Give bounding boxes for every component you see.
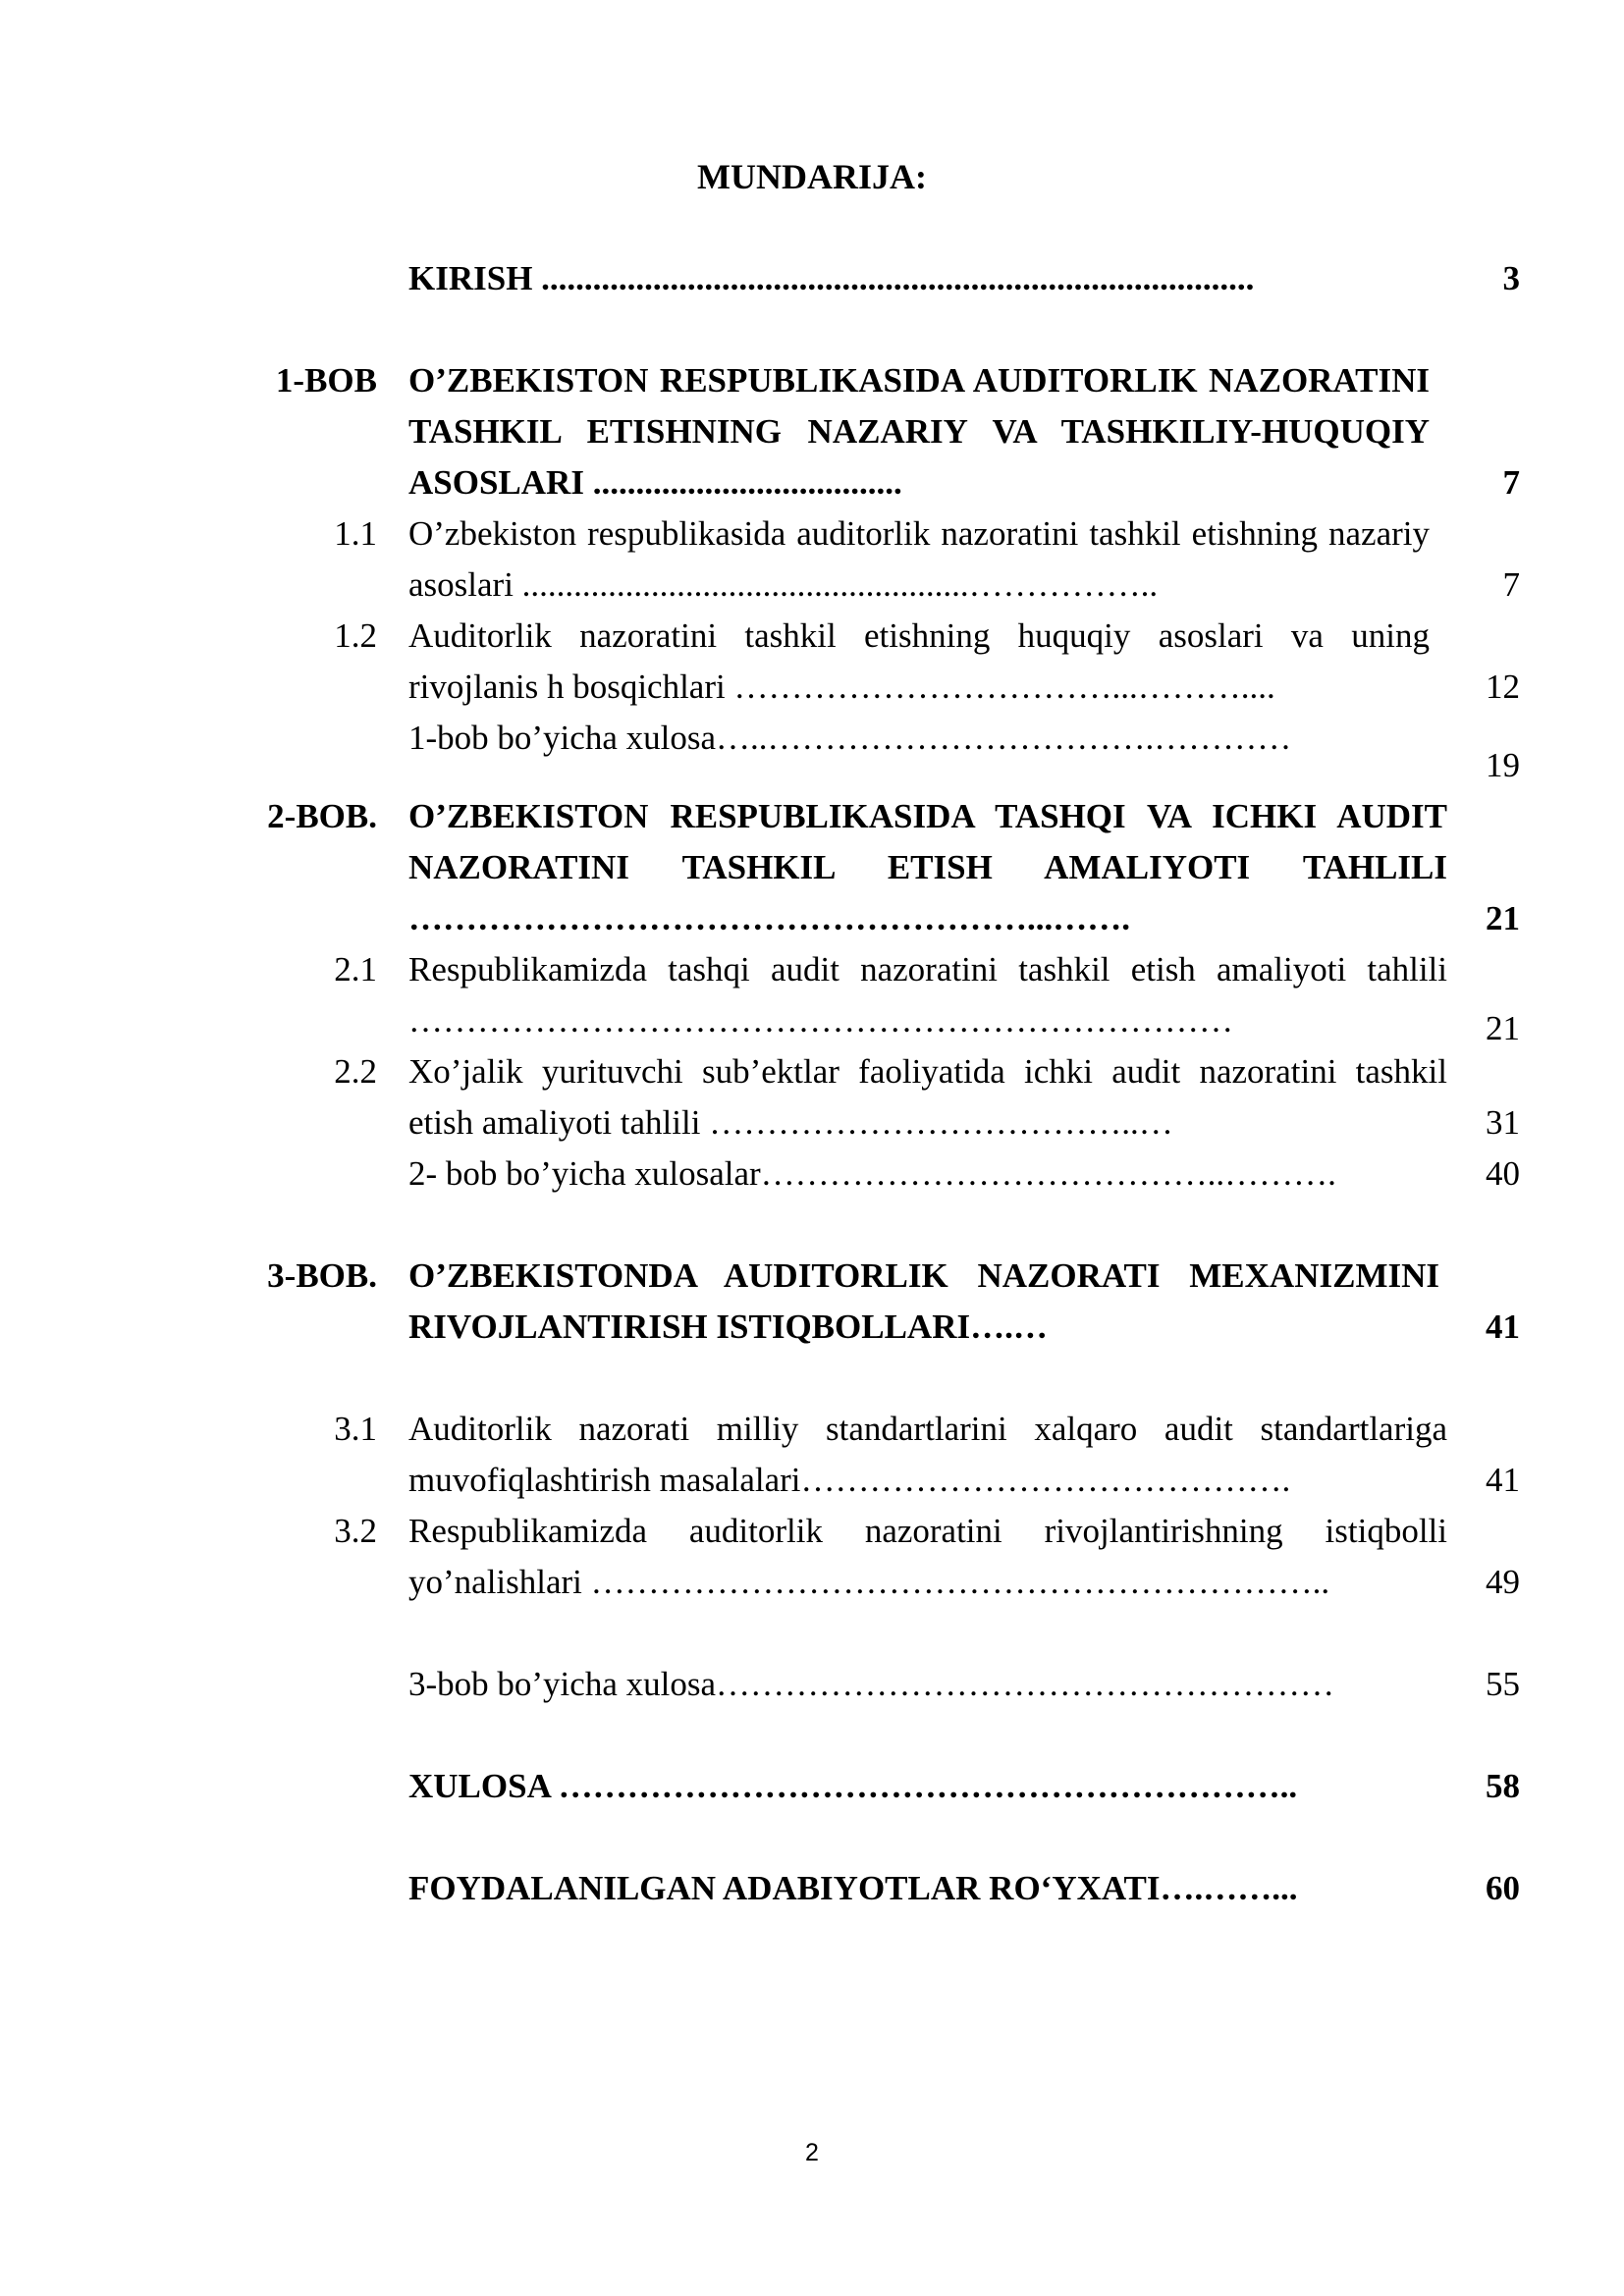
toc-entry-page: 19	[1486, 746, 1520, 784]
toc-entry-page: 31	[1486, 1103, 1520, 1142]
toc-entry-number: 1-BOB	[275, 361, 377, 400]
toc-entry-number: 1.2	[334, 616, 377, 655]
toc-entry-page: 41	[1486, 1461, 1520, 1499]
toc-entry-number: 2.2	[334, 1052, 377, 1091]
page-number: 2	[805, 2139, 819, 2166]
toc-entry-page: 40	[1486, 1154, 1520, 1193]
toc-entry-title: Auditorlik nazoratini tashkil etishning huquqiy asoslari va uning rivojlanis h bosqichlari ……………………………...………....	[408, 616, 1430, 706]
toc-entry-page: 21	[1486, 899, 1520, 937]
toc-entry-number: 2.1	[334, 950, 377, 988]
toc-entry-title: Respublikamizda tashqi audit nazoratini tashkil etish amaliyoti tahlili ………………………………………………………………	[408, 950, 1447, 1040]
toc-entry-page: 49	[1486, 1563, 1520, 1601]
toc-entry-page: 7	[1502, 565, 1520, 604]
toc-entry-title: O’ZBEKISTON RESPUBLIKASIDA AUDITORLIK NAZORATINI TASHKIL ETISHNING NAZARIY VA TASHKILIY-HUQUQIY ASOSLARI ....................................	[408, 361, 1430, 502]
toc-entry-number: 3-BOB.	[267, 1256, 377, 1295]
toc-entry-title: Auditorlik nazorati milliy standartlarini xalqaro audit standartlariga muvofiqlashtirish masalalari…………………………………….	[408, 1410, 1447, 1499]
toc-entry-page: 55	[1486, 1665, 1520, 1703]
toc-entry-title: FOYDALANILGAN ADABIYOTLAR RO‘YXATI….……...	[408, 1869, 1298, 1907]
toc-entry-page: 3	[1502, 259, 1520, 297]
toc-entry-title: KIRISH ...................................................................................	[408, 259, 1255, 297]
toc-entry-title: Respublikamizda auditorlik nazoratini rivojlantirishning istiqbolli yo’nalishlari ………………………………………………………..	[408, 1512, 1447, 1601]
toc-entry-title: O’ZBEKISTON RESPUBLIKASIDA TASHQI VA ICHKI AUDIT NAZORATINI TASHKIL ETISH AMALIYOTI TAHLILI ………………………………………………...…….	[408, 797, 1447, 937]
toc-entry-page: 60	[1486, 1869, 1520, 1907]
toc-entry-title: 2- bob bo’yicha xulosalar…………………………………..……….	[408, 1154, 1336, 1193]
toc-entry-title: O’zbekiston respublikasida auditorlik nazoratini tashkil etishning nazariy asoslari ....................................................……………..	[408, 514, 1430, 604]
toc-entry-number: 2-BOB.	[267, 797, 377, 835]
toc-entry-title: O’ZBEKISTONDA AUDITORLIK NAZORATI MEXANIZMINI RIVOJLANTIRISH ISTIQBOLLARI….…	[408, 1256, 1439, 1346]
toc-entry-number: 1.1	[334, 514, 377, 553]
toc-entry-title: 1-bob bo’yicha xulosa…..…………………………….…………	[408, 719, 1292, 757]
toc-entry-number: 3.2	[334, 1512, 377, 1550]
toc-entry-page: 12	[1486, 667, 1520, 706]
toc-entry-page: 21	[1486, 1009, 1520, 1047]
toc-entry-number: 3.1	[334, 1410, 377, 1448]
toc-entry-page: 41	[1486, 1308, 1520, 1346]
toc-heading: MUNDARIJA:	[697, 157, 927, 196]
toc-entry-page: 7	[1502, 463, 1520, 502]
toc-entry-title: 3-bob bo’yicha xulosa………………………………………………	[408, 1665, 1334, 1703]
toc-entry-page: 58	[1486, 1767, 1520, 1805]
toc-entry-title: XULOSA ………………………………………………………..	[408, 1767, 1298, 1805]
toc-entry-title: Xo’jalik yurituvchi sub’ektlar faoliyatida ichki audit nazoratini tashkil etish amaliyoti tahlili ………………………………..…	[408, 1052, 1447, 1142]
